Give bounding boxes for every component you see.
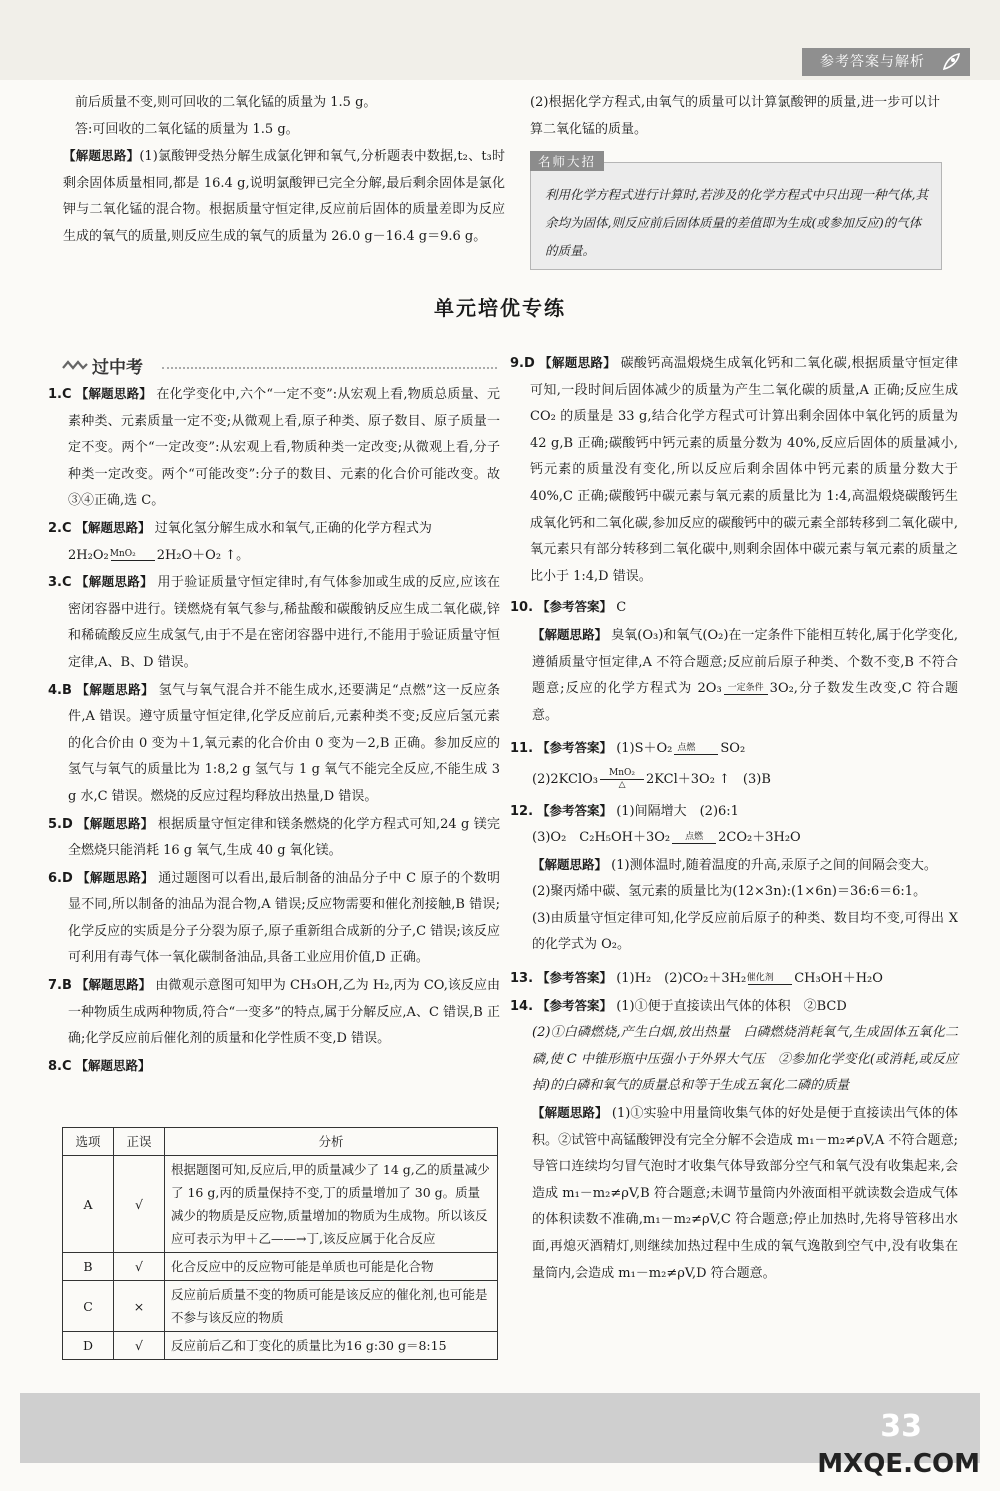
equation-arrow: [748, 973, 792, 985]
table-cell-mark: √: [114, 1332, 165, 1360]
label: 【参考答案】: [537, 970, 613, 986]
item-text: C: [616, 600, 627, 616]
equation-arrow: [111, 549, 155, 561]
equation-condition: 一定条件: [727, 682, 764, 693]
equation-left: 2H₂O₂: [68, 547, 109, 563]
top-left-line-2: 答:可回收的二氧化锰的质量为 1.5 g。: [75, 121, 299, 137]
label: 【解题思路】: [75, 681, 155, 697]
equation-condition: MnO₂: [609, 768, 636, 779]
equation-condition: MnO₂: [109, 549, 136, 560]
item-6: [48, 865, 500, 972]
item-number: 2.C: [48, 520, 72, 536]
label: 【解题思路】: [76, 869, 154, 885]
item-number: 1.C: [48, 387, 72, 402]
equation-condition: 点燃: [677, 742, 696, 753]
equation-condition: 催化剂: [746, 972, 774, 983]
table-row: [63, 1332, 498, 1360]
item-11-part2: [510, 767, 958, 794]
equation-heat: △: [618, 780, 626, 791]
item-text: 2CO₂＋3H₂O: [718, 830, 801, 846]
item-9: [510, 350, 958, 590]
equation-right: 2H₂O＋O₂ ↑。: [156, 547, 250, 563]
item-12-analysis-3: (3)由质量守恒定律可知,化学反应前后原子的种类、数目均不变,可得出 X 的化学式为 O₂。: [532, 910, 958, 953]
label: 【解题思路】: [532, 1105, 608, 1121]
item-12-analysis-2: (2)聚丙烯中碳、氢元素的质量比为(12×3n):(1×6n)＝36:6＝6:1。: [532, 884, 927, 900]
sub-heading: [62, 355, 507, 377]
table-cell-option: D: [63, 1332, 114, 1360]
label: 【解题思路】: [76, 815, 154, 831]
label: 【解题思路】: [532, 626, 608, 642]
item-text: (1)①便于直接读出气体的体积 ②BCD: [616, 998, 847, 1014]
item-number: 10.: [510, 600, 534, 616]
item-text: 碳酸钙高温煅烧生成氧化钙和二氧化碳,根据质量守恒定律可知,一段时间后固体减少的质量为产生二氧化碳的质量,A 正确;反应生成 CO₂ 的质量是 33 g,结合化学方程式可计算出剩余固体中氧化钙的质量为 42 g,B 正确;碳酸钙中钙元素的质量分数为 40%,反应后固体的质量减小,钙元素的质量没有变化,所以反应后剩余固体中钙元素的质量分数大于 40%,C 正确;碳酸钙中碳元素与氧元素的质量比为 1:4,高温煅烧碳酸钙生成氧化钙和二氧化碳,参加反应的碳酸钙中的碳元素全部转移到二氧化碳中,氧元素只有部分转移到二氧化碳中,则剩余固体中碳元素与氧元素的质量之比小于 1:4,D 错误。: [530, 356, 958, 584]
item-10-analysis: [510, 622, 958, 729]
item-text: 根据质量守恒定律和镁条燃烧的化学方程式可知,24 g 镁完全燃烧只能消耗 16 g 氧气,生成 40 g 氧化镁。: [68, 816, 500, 859]
item-number: 12.: [510, 803, 534, 819]
divider: [162, 367, 497, 369]
item-7: [48, 972, 500, 1053]
item-number: 8.C: [48, 1058, 72, 1074]
top-left-column: [63, 90, 505, 251]
table-row: [63, 1281, 498, 1332]
item-5: [48, 811, 500, 865]
label: 【解题思路】: [63, 148, 140, 164]
top-right-column: [530, 90, 940, 143]
item-text: (3)O₂ C₂H₅OH＋3O₂: [532, 830, 671, 846]
table-cell-mark: √: [114, 1156, 165, 1253]
label: 【参考答案】: [537, 599, 613, 615]
section-title: 单元培优专练: [434, 296, 566, 320]
table-row: [63, 1156, 498, 1253]
table-header: 分析: [165, 1128, 498, 1156]
equation-arrow: [724, 683, 768, 695]
item-text: (1)测体温时,随着温度的升高,汞原子之间的间隔会变大。: [611, 857, 937, 873]
item-4: [48, 677, 500, 811]
header-tag-text: 参考答案与解析: [820, 54, 925, 70]
item-12-part3: [510, 825, 958, 852]
table-cell-mark: ×: [114, 1281, 165, 1332]
label: 【解题思路】: [538, 355, 617, 370]
item-text: (1)间隔增大 (2)6:1: [616, 803, 739, 819]
tip-text: 利用化学方程式进行计算时,若涉及的化学方程式中只出现一种气体,其余均为固体,则反应前后固体质量的差值即为生成(或参加反应)的气体的质量。: [545, 187, 928, 258]
item-number: 3.C: [48, 575, 72, 591]
item-14-analysis: [510, 1100, 958, 1287]
item-number: 5.D: [48, 816, 73, 832]
item-text: CH₃OH＋H₂O: [794, 971, 883, 987]
item-text: 由微观示意图可知甲为 CH₃OH,乙为 H₂,丙为 CO,该反应由一种物质生成两种物质,符合“一变多”的特点,属于分解反应,A、C 错误,B 正确;化学反应前后催化剂的质量和化学性质不变,D 错误。: [68, 978, 500, 1047]
item-text: 臭氧(O₃)和氧气(O₂)在一定条件下能相互转化,属于化学变化,遵循质量守恒定律,A 不符合题意;反应前后原子种类、个数不变,B 不符合题意;反应的化学方程式为 2O₃: [532, 627, 958, 697]
item-text: 2KCl＋3O₂ ↑ (3)B: [646, 771, 771, 787]
top-left-text: (1)氯酸钾受热分解生成氯化钾和氧气,分析题表中数据,t₂、t₃时剩余固体质量相同,都是 16.4 g,说明氯酸钾已完全分解,最后剩余固体是氯化钾与二氧化锰的混合物。根据质量守恒定律,反应前后固体的质量差即为反应生成的氧气的质量,则反应生成的氧气的质量为 26.0 g－16.4 g＝9.6 g。: [63, 149, 505, 244]
item-number: 7.B: [48, 978, 72, 994]
item-text: (2)2KClO₃: [532, 771, 599, 787]
equation-arrow: [672, 832, 716, 844]
item-text: 通过题图可以看出,最后制备的油品分子中 C 原子的个数明显不同,所以制备的油品为混合物,A 错误;反应物需要和催化剂接触,B 错误;化学反应的实质是分子分裂为原子,原子重新组合成新的分子,C 错误;该反应可利用有毒气体一氧化碳制备油品,具备工业应用价值,D 正确。: [68, 870, 500, 966]
label: 【解题思路】: [75, 574, 154, 590]
label: 【解题思路】: [75, 386, 153, 401]
item-3: [48, 569, 500, 676]
equation-arrow: [600, 768, 644, 790]
table-cell-option: A: [63, 1156, 114, 1253]
item-text: 3O₂,分子数发生改变,C 符合题意。: [532, 681, 959, 723]
table-cell-mark: √: [114, 1253, 165, 1281]
item-number: 9.D: [510, 356, 535, 371]
sub-heading-text: 过中考: [92, 358, 143, 378]
item-number: 11.: [510, 741, 534, 757]
item-text: 氢气与氧气混合并不能生成水,还要满足“点燃”这一反应条件,A 错误。遵守质量守恒定律,化学反应前后,元素种类不变;反应后氢元素的化合价由 0 变为＋1,氧元素的化合价由 0 变为－2,B 正确。参加反应的氢气与氧气的质量比为 1:8,2 g 氢气与 1 g 氧气不能完全反应,不能生成 3 g 水,C 错误。燃烧的反应过程均释放出热量,D 错误。: [68, 682, 500, 804]
item-text: SO₂: [720, 741, 746, 757]
label: 【解题思路】: [75, 1057, 151, 1073]
item-10: [510, 594, 958, 622]
item-14: [510, 993, 958, 1021]
analysis-table: [62, 1127, 498, 1360]
item-text: (1)S＋O₂: [616, 741, 673, 757]
left-column: [48, 381, 500, 1080]
equation-condition: 点燃: [685, 831, 704, 842]
item-number: 6.D: [48, 870, 73, 886]
table-header: 正误: [114, 1128, 165, 1156]
item-text: (1)①实验中用量筒收集气体的好处是便于直接读出气体的体积。②试管中高锰酸钾没有完全分解不会造成 m₁－m₂≠ρV,A 不符合题意;导管口连续均匀冒气泡时才收集气体导致部分空气和氧气没有收集起来,会造成 m₁－m₂≠ρV,B 符合题意;未调节量筒内外液面相平就读数会造成气体的体积读数不准确,m₁－m₂≠ρV,C 符合题意;停止加热时,先将导管移出水面,再熄灭酒精灯,则继续加热过程中生成的氧气逸散到空气中,没有收集在量筒内,会造成 m₁－m₂≠ρV,D 符合题意。: [532, 1106, 958, 1281]
item-8: [48, 1053, 500, 1081]
table-row: [63, 1253, 498, 1281]
page-number: 33: [880, 1409, 922, 1444]
label: 【解题思路】: [75, 519, 151, 535]
top-left-para: [63, 143, 505, 250]
tip-title: 名师大招: [530, 151, 604, 171]
item-text: 过氧化氢分解生成水和氧气,正确的化学方程式为: [154, 520, 432, 536]
label: 【解题思路】: [75, 977, 152, 993]
item-11: [510, 735, 958, 763]
item-text: 在化学变化中,六个“一定不变”:从宏观上看,物质总质量、元素种类、元素质量一定不变;从微观上看,原子种类、原子数目、原子质量一定不变。两个“一定改变”:从宏观上看,物质种类一定改变;从微观上看,分子种类一定改变。两个“可能改变”:分子的数目、元素的化合价可能改变。故③④正确,选 C。: [68, 387, 500, 509]
item-14-part2: (2)①白磷燃烧,产生白烟,放出热量 白磷燃烧消耗氧气,生成固体五氧化二磷,使 C 中锥形瓶中压强小于外界大气压 ②参加化学变化(或消耗,或反应掉)的白磷和氧气的质量总和等于生成五氧化二磷的质量: [532, 1025, 958, 1094]
item-number: 14.: [510, 998, 534, 1014]
table-cell-analysis: 反应前后乙和丁变化的质量比为16 g:30 g＝8:15: [165, 1332, 498, 1360]
label: 【参考答案】: [537, 740, 613, 756]
item-13: [510, 965, 958, 993]
item-12-analysis: [510, 852, 958, 880]
item-number: 13.: [510, 971, 534, 987]
table-cell-analysis: 反应前后质量不变的物质可能是该反应的催化剂,也可能是不参与该反应的物质: [165, 1281, 498, 1332]
label: 【参考答案】: [537, 997, 613, 1013]
item-1: [48, 381, 500, 515]
label: 【解题思路】: [532, 856, 608, 872]
item-2: [48, 515, 500, 569]
table-cell-analysis: 根据题图可知,反应后,甲的质量减少了 14 g,乙的质量减少了 16 g,丙的质量保持不变,丁的质量增加了 30 g。质量减少的物质是反应物,质量增加的物质为生成物。所以该反应可表示为甲＋乙——→丁,该反应属于化合反应: [165, 1156, 498, 1253]
table-cell-analysis: 化合反应中的反应物可能是单质也可能是化合物: [165, 1253, 498, 1281]
item-text: 用于验证质量守恒定律时,有气体参加或生成的反应,应该在密闭容器中进行。镁燃烧有氧气参与,稀盐酸和碳酸钠反应生成二氧化碳,锌和稀硫酸反应生成氢气,由于不是在密闭容器中进行,不能用于验证质量守恒定律,A、B、D 错误。: [68, 575, 500, 670]
item-text: (1)H₂ (2)CO₂＋3H₂: [616, 971, 747, 987]
table-header: 选项: [63, 1128, 114, 1156]
item-number: 4.B: [48, 682, 72, 698]
label: 【参考答案】: [537, 802, 613, 818]
table-cell-option: B: [63, 1253, 114, 1281]
item-12: [510, 798, 958, 826]
top-right-line-1: (2)根据化学方程式,由氧气的质量可以计算氯酸钾的质量,进一步可以计算二氧化锰的质量。: [530, 95, 940, 137]
right-column: [510, 350, 958, 1287]
tip-box: [530, 154, 942, 270]
equation-arrow: [674, 743, 718, 755]
watermark-text: MXQE.COM: [817, 1449, 980, 1479]
top-left-line-1: 前后质量不变,则可回收的二氧化锰的质量为 1.5 g。: [75, 95, 377, 110]
table-cell-option: C: [63, 1281, 114, 1332]
wave-icon: [62, 357, 88, 376]
table-header-row: [63, 1128, 498, 1156]
